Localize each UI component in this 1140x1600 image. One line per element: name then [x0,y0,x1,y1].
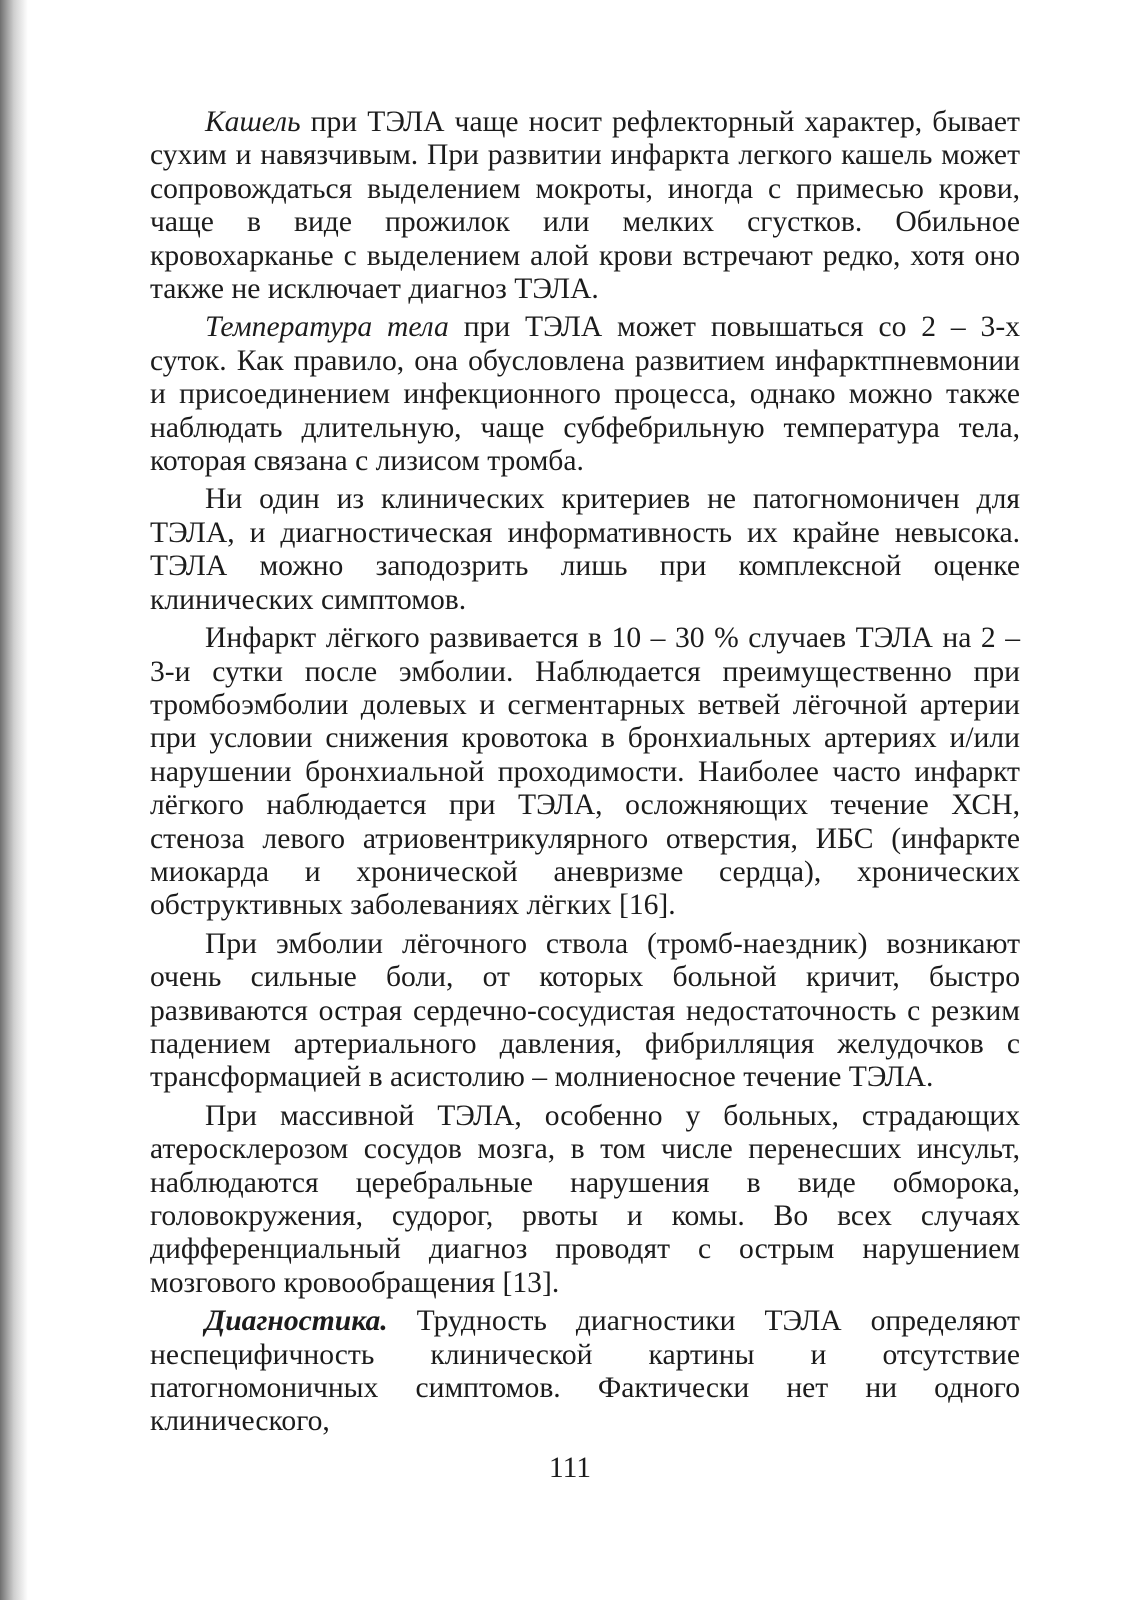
paragraph-temperature [150,311,1020,478]
paragraph-text: При массивной ТЭЛА, особенно у больных, страдающих атеросклерозом сосудов мозга, в том числе перенесших инсульт, наблюдаются церебральные нарушения в виде обморока, головокружения, судорог, рвоты и комы. Во всех случаях дифференциальный диагноз проводят с острым нарушением мозгового кровообращения [13]. [150,1099,1020,1299]
term-temperature: Температура тела [205,311,449,344]
paragraph-text: Инфаркт лёгкого развивается в 10 – 30 % случаев ТЭЛА на 2 – 3-и сутки после эмболии. Наблюдается преимущественно при тромбоэмболии долевых и сегментарных ветвей лёгочной артерии при условии снижения кровотока в бронхиальных артериях и/или нарушении бронхиальной проходимости. Наиболее часто инфаркт лёгкого наблюдается при ТЭЛА, осложняющих течение ХСН, стеноза левого атриовентрикулярного отверстия, ИБС (инфаркте миокарда и хронической аневризме сердца), хронических обструктивных заболеваниях лёгких [16]. [150,622,1020,922]
term-cough: Кашель [205,106,301,138]
paragraph-text: при ТЭЛА может повышаться со 2 – 3-х суток. Как правило, она обусловлена развитием инфарктпневмонии и присоединением инфекционного процесса, однако можно также наблюдать длительную, чаще субфебрильную температура тела, которая связана с лизисом тромба. [150,311,1021,478]
body-text [150,106,1020,1444]
paragraph-cough [150,106,1020,306]
book-spine-shadow [0,0,28,1600]
paragraph-text: Ни один из клинических критериев не патогномоничен для ТЭЛА, и диагностическая информативность их крайне невысока. ТЭЛА можно заподозрить лишь при комплексной оценке клинических симптомов. [150,483,1020,616]
paragraph-diagnostics [150,1305,1020,1439]
paragraph-text: При эмболии лёгочного ствола (тромб-наездник) возникают очень сильные боли, от которых больной кричит, быстро развиваются острая сердечно-сосудистая недостаточность с резким падением артериального давления, фибрилляция желудочков с трансформацией в асистолию – молниеносное течение ТЭЛА. [150,927,1020,1094]
paragraph-criteria [150,483,1020,617]
paragraph-text: Трудность диагностики ТЭЛА определяют неспецифичность клинической картины и отсутствие патогномоничных симптомов. Фактически нет ни одного клинического, [150,1305,1020,1438]
paragraph-infarction [150,622,1020,923]
heading-diagnostics: Диагностика. [205,1305,388,1338]
page-number: 111 [548,1452,592,1484]
paragraph-embolism-trunk [150,928,1020,1095]
paragraph-text: при ТЭЛА чаще носит рефлекторный характер, бывает сухим и навязчивым. При развитии инфаркта легкого кашель может сопровождаться выделением мокроты, иногда с примесью крови, чаще в виде прожилок или мелких сгустков. Обильное кровохарканье с выделением алой крови встречают редко, хотя оно также не исключает диагноз ТЭЛА. [150,106,1020,306]
paragraph-massive-pe [150,1100,1020,1300]
